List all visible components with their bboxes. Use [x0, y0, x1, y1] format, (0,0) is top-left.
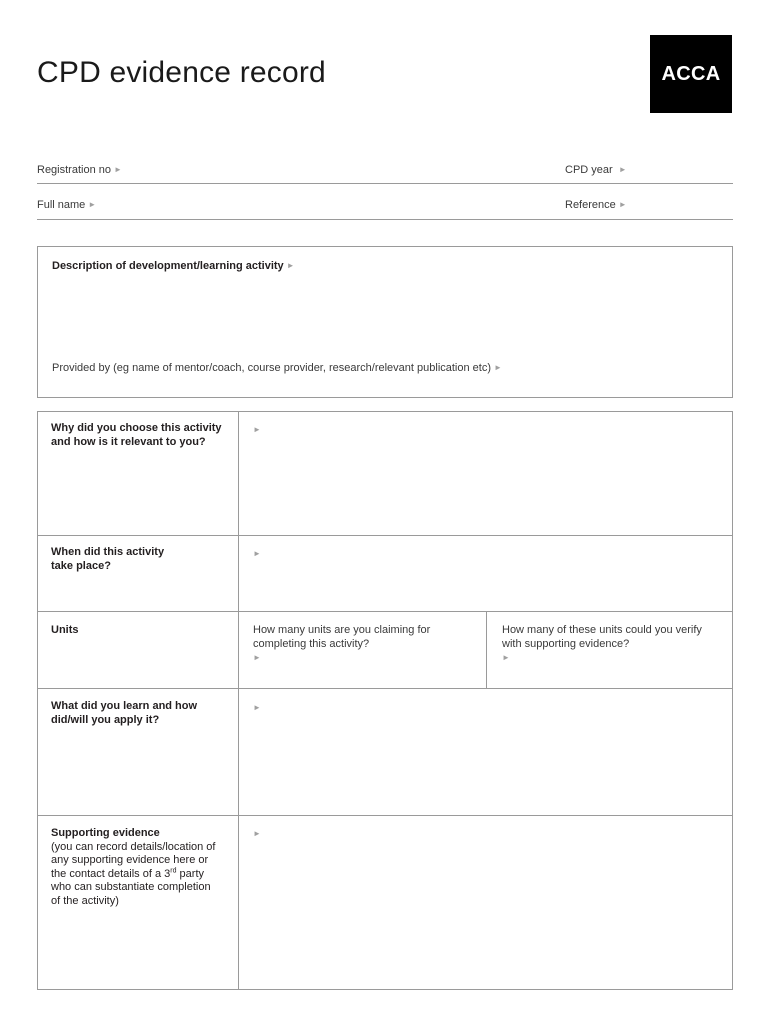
description-label: Description of development/learning activity: [52, 260, 284, 272]
cpd-year-field[interactable]: [565, 164, 627, 176]
learn-line-1: What did you learn and how: [51, 700, 198, 712]
full-name-field[interactable]: [37, 199, 96, 211]
evidence-line-1: (you can record details/location of: [51, 840, 216, 853]
arrow-right-icon: ►: [253, 703, 261, 712]
when-line-1: When did this activity: [51, 546, 165, 558]
learn-line-2: did/will you apply it?: [51, 713, 160, 726]
cpd-year-label: CPD year: [565, 164, 613, 176]
field-divider: [37, 183, 733, 184]
why-line-2: and how is it relevant to you?: [51, 435, 206, 448]
units-verify-field[interactable]: [487, 612, 732, 688]
arrow-right-icon: ►: [253, 425, 261, 434]
arrow-right-icon: ►: [502, 653, 510, 662]
registration-no-label: Registration no: [37, 164, 111, 176]
evidence-line-2: any supporting evidence here or: [51, 854, 209, 866]
arrow-right-icon: ►: [114, 165, 122, 174]
arrow-right-icon: ►: [253, 829, 261, 838]
acca-logo: [650, 35, 732, 113]
field-divider: [37, 219, 733, 220]
full-name-label: Full name: [37, 199, 86, 211]
why-question: [51, 422, 222, 449]
arrow-right-icon: ►: [618, 165, 627, 174]
provided-by-label: Provided by (eg name of mentor/coach, course provider, research/relevant publication etc): [52, 362, 492, 374]
units-label: Units: [51, 624, 79, 636]
provided-by-label-wrap: [52, 361, 502, 376]
units-claimed-line-2: completing this activity?: [253, 637, 370, 650]
units-verify-line-1: How many of these units could you verify: [502, 624, 702, 636]
arrow-right-icon: ►: [88, 200, 97, 209]
arrow-right-icon: ►: [494, 363, 502, 372]
evidence-line-3-post: party: [176, 867, 204, 880]
reference-label: Reference: [565, 199, 616, 211]
when-line-2: take place?: [51, 559, 111, 572]
evidence-question: [51, 827, 215, 908]
logo-text: ACCA: [661, 62, 721, 85]
units-claimed-line-1: How many units are you claiming for: [253, 624, 431, 636]
evidence-line-4: who can substantiate completion: [51, 881, 211, 893]
learn-question: [51, 700, 197, 727]
arrow-right-icon: ►: [286, 261, 295, 270]
why-line-1: Why did you choose this activity: [51, 422, 222, 434]
evidence-title: Supporting evidence: [51, 827, 160, 839]
registration-no-field[interactable]: [37, 164, 122, 176]
when-question: [51, 546, 164, 573]
description-label-wrap: [52, 259, 295, 274]
evidence-line-3-pre: the contact details of a 3: [51, 867, 171, 880]
why-answer-field[interactable]: [239, 412, 732, 535]
evidence-line-5: of the activity): [51, 894, 119, 907]
learn-answer-field[interactable]: [239, 689, 732, 815]
evidence-answer-field[interactable]: [239, 816, 732, 989]
reference-field[interactable]: [565, 199, 627, 211]
units-claimed-field[interactable]: [239, 612, 486, 688]
arrow-right-icon: ►: [253, 653, 261, 662]
arrow-right-icon: ►: [618, 200, 627, 209]
units-verify-line-2: with supporting evidence?: [502, 637, 630, 650]
arrow-right-icon: ►: [253, 549, 261, 558]
evidence-line-3: [51, 868, 215, 882]
page-title: CPD evidence record: [37, 56, 326, 89]
description-box[interactable]: [37, 246, 733, 398]
when-answer-field[interactable]: [239, 536, 732, 611]
evidence-line-3-sup: rd: [170, 866, 177, 874]
